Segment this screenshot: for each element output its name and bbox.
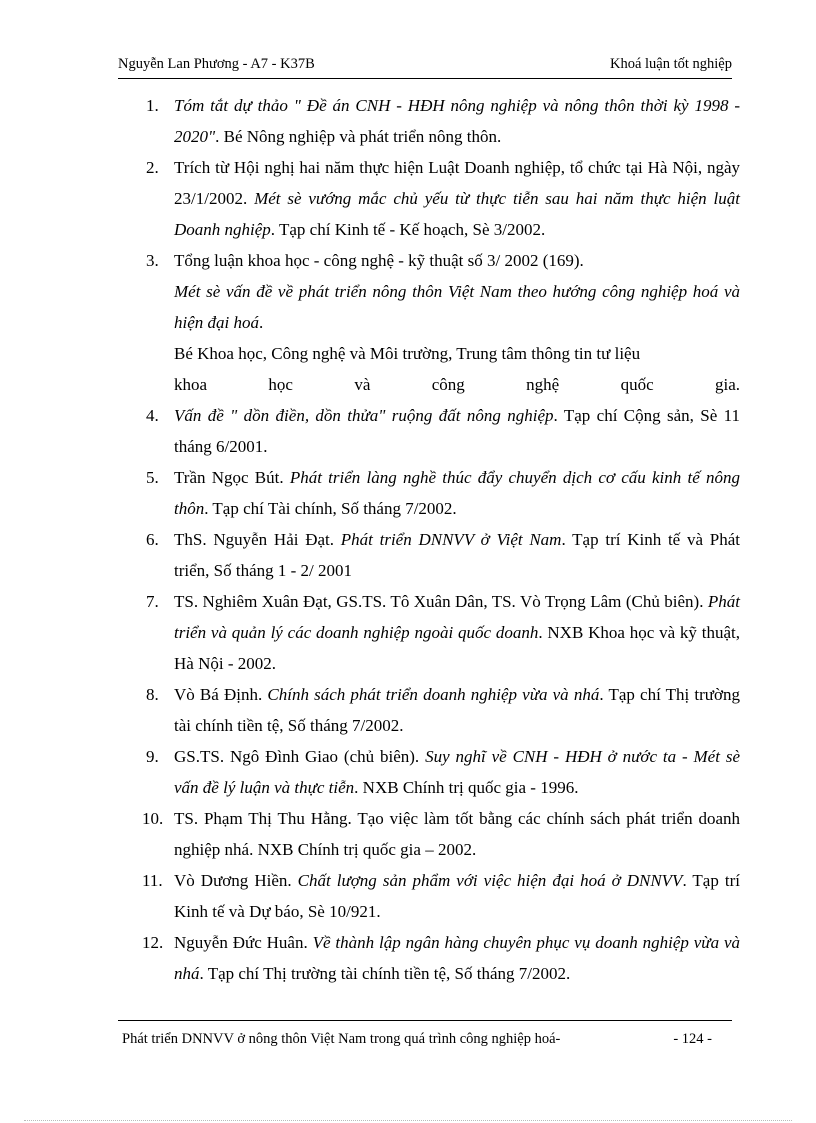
reference-title: Mét sè vướng mắc chủ yếu từ thực tiễn sau hai năm thực hiện luật Doanh nghiệp [174, 189, 740, 239]
reference-number: 4. [146, 406, 159, 425]
reference-item [128, 152, 740, 245]
reference-source: . Tạp chí Thị trường tài chính tiền tệ, Số tháng 7/2002. [199, 964, 571, 983]
reference-title: Chính sách phát triển doanh nghiệp vừa và nhá [267, 685, 600, 704]
reference-list [128, 90, 740, 989]
reference-line: Bé Khoa học, Công nghệ và Môi trường, Trung tâm thông tin tư liệu [174, 344, 641, 363]
page-boundary [24, 1120, 792, 1121]
reference-item [128, 90, 740, 152]
reference-number: 3. [146, 251, 159, 270]
reference-item [128, 865, 740, 927]
reference-title: Vấn đề " dồn điền, dồn thửa" ruộng đất nông nghiệp [174, 406, 554, 425]
reference-author: GS.TS. Ngô Đình Giao (chủ biên). [174, 747, 426, 766]
reference-item [128, 927, 740, 989]
reference-item [128, 741, 740, 803]
header-author: Nguyễn Lan Phương - A7 - K37B [118, 56, 315, 72]
page-header [118, 56, 732, 79]
reference-source: . Tạp trí Kinh tế và Phát triển, Số tháng 1 - 2/ 2001 [174, 530, 740, 580]
reference-number: 12. [142, 933, 164, 952]
reference-title: Phát triển làng nghề thúc đẩy chuyển dịch cơ cấu kinh tế nông thôn [174, 468, 740, 518]
reference-number: 1. [146, 96, 159, 115]
reference-number: 7. [146, 592, 159, 611]
reference-line: khoa học và công nghệ quốc gia. [174, 375, 740, 394]
reference-author: Nguyễn Đức Huân. [174, 933, 313, 952]
reference-author: ThS. Nguyễn Hải Đạt. [174, 530, 341, 549]
reference-number: 11. [142, 871, 163, 890]
reference-number: 8. [146, 685, 159, 704]
reference-item [128, 524, 740, 586]
reference-author: Trần Ngọc Bút. [174, 468, 290, 487]
reference-title: Phát triển và quản lý các doanh nghiệp ngoài quốc doanh [174, 592, 740, 642]
reference-author: Vò Dương Hiền. [174, 871, 298, 890]
reference-source: . NXB Chính trị quốc gia - 1996. [354, 778, 579, 797]
reference-item [128, 462, 740, 524]
reference-author: TS. Phạm Thị Thu Hằng. Tạo việc làm tốt bằng các chính sách phát triển doanh nghiệp nhá. NXB Chính trị quốc gia – 2002. [174, 809, 740, 859]
reference-item [128, 245, 740, 400]
reference-number: 2. [146, 158, 159, 177]
page-number: - 124 - [673, 1031, 712, 1047]
reference-item [128, 400, 740, 462]
reference-number: 10. [142, 809, 164, 828]
reference-source: . Tạp chí Kinh tế - Kế hoạch, Sè 3/2002. [270, 220, 546, 239]
reference-source: . Tạp trí Kinh tế và Dự báo, Sè 10/921. [174, 871, 740, 921]
reference-source: . Tạp chí Tài chính, Số tháng 7/2002. [204, 499, 457, 518]
footer-title: Phát triển DNNVV ở nông thôn Việt Nam trong quá trình công nghiệp hoá- [122, 1031, 561, 1047]
reference-title: Mét sè vấn đề về phát triển nông thôn Việt Nam theo hướng công nghiệp hoá và hiện đại hoá [174, 282, 740, 332]
reference-number: 9. [146, 747, 159, 766]
reference-number: 6. [146, 530, 159, 549]
reference-title: Phát triển DNNVV ở Việt Nam [340, 530, 562, 549]
page-footer [118, 1020, 732, 1045]
reference-author: TS. Nghiêm Xuân Đạt, GS.TS. Tô Xuân Dân, TS. Vò Trọng Lâm (Chủ biên). [174, 592, 708, 611]
reference-item [128, 803, 740, 865]
reference-source: . NXB Khoa học và kỹ thuật, Hà Nội - 2002. [174, 623, 740, 673]
header-doc-type: Khoá luận tốt nghiệp [609, 56, 732, 72]
reference-punct: . [259, 313, 264, 332]
reference-title: Về thành lập ngân hàng chuyên phục vụ doanh nghiệp vừa và nhá [174, 933, 740, 983]
reference-source: . Tạp chí Cộng sản, Sè 11 tháng 6/2001. [174, 406, 741, 456]
reference-source: . Tạp chí Thị trường tài chính tiền tệ, Số tháng 7/2002. [174, 685, 741, 735]
reference-author: Vò Bá Định. [174, 685, 268, 704]
reference-item [128, 679, 740, 741]
reference-item [128, 586, 740, 679]
reference-title: Tóm tắt dự thảo " Đề án CNH - HĐH nông nghiệp và nông thôn thời kỳ 1998 - 2020" [174, 96, 740, 146]
reference-line: Tổng luận khoa học - công nghệ - kỹ thuật số 3/ 2002 (169). [174, 251, 584, 270]
reference-number: 5. [146, 468, 159, 487]
reference-author: Trích từ Hội nghị hai năm thực hiện Luật Doanh nghiệp, tổ chức tại Hà Nội, ngày 23/1/2002. [174, 158, 740, 208]
reference-title: Chất lượng sản phẩm với việc hiện đại hoá ở DNNVV [297, 871, 683, 890]
reference-source: . Bé Nông nghiệp và phát triển nông thôn. [215, 127, 502, 146]
reference-title: Suy nghĩ về CNH - HĐH ở nước ta - Mét sè vấn đề lý luận và thực tiễn [174, 747, 740, 797]
